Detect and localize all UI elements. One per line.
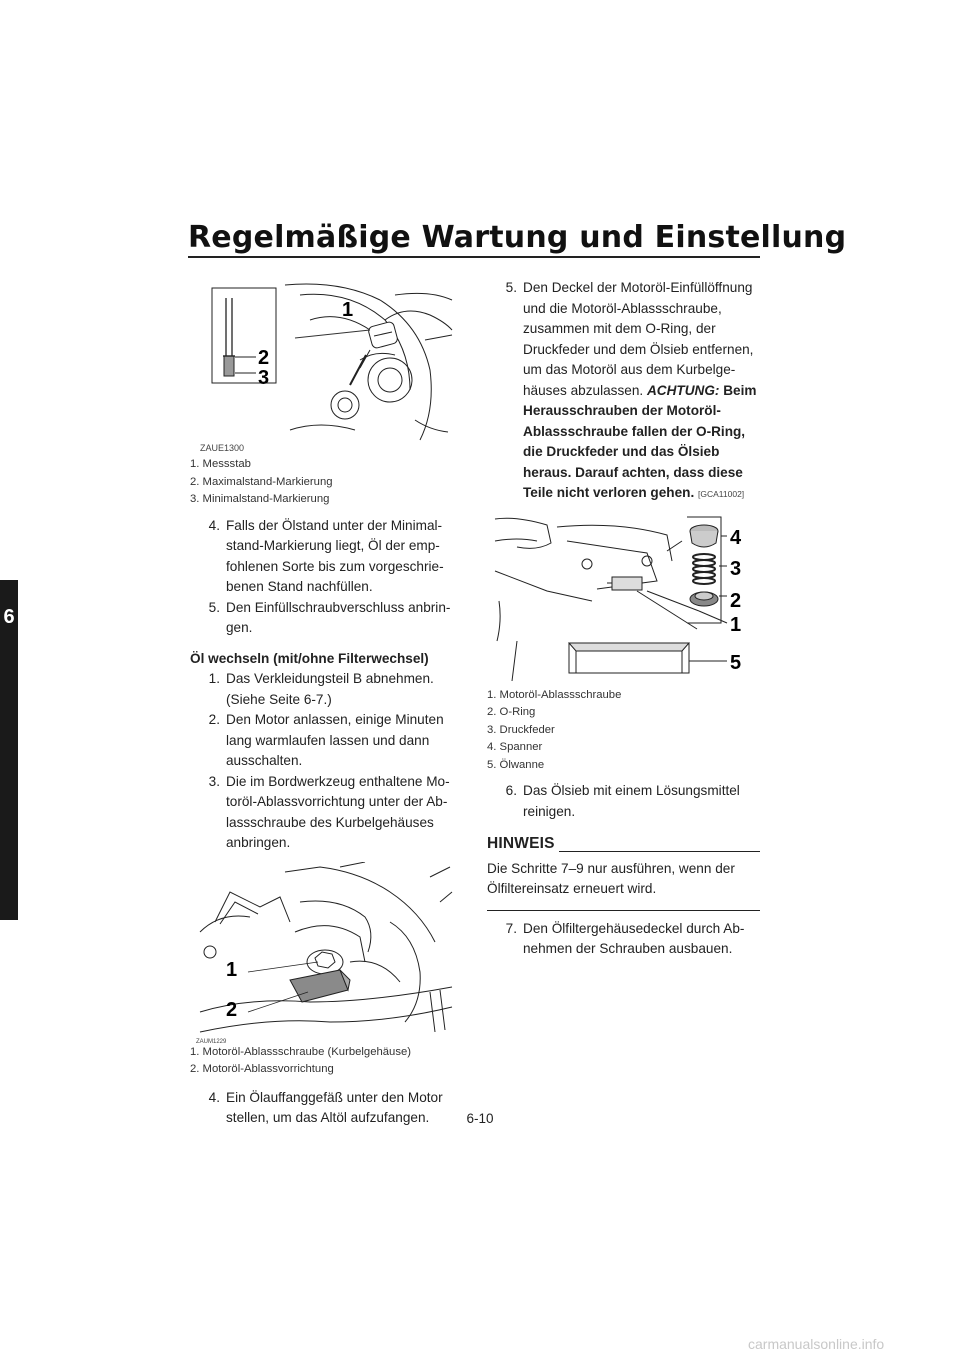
chapter-number: 6: [3, 606, 15, 628]
caption-item: 5. Ölwanne: [487, 758, 545, 771]
figure-code: ZAUM1229: [196, 1038, 227, 1045]
figure-caption: [190, 456, 455, 509]
section-heading: Öl wechseln (mit/ohne Filterwechsel): [190, 650, 429, 666]
caption-item: 1. Motoröl-Ablassschraube (Kurbelgehäuse): [190, 1045, 412, 1058]
step-item: 4. Ein Ölauffanggefäß unter den Motor stellen, um das Altöl aufzufangen.: [208, 1089, 443, 1125]
step-list: [190, 516, 455, 639]
step-item: 1. Das Verkleidungsteil B abnehmen. (Siehe Seite 6-7.): [208, 671, 434, 707]
page-title: Regelmäßige Wartung und Einstellung: [188, 220, 847, 255]
caption-item: 1. Motoröl-Ablassschraube: [487, 688, 622, 701]
chapter-tab: [0, 580, 18, 920]
caption-item: 3. Minimalstand-Markierung: [190, 493, 330, 505]
caption-item: 2. O-Ring: [487, 706, 536, 718]
hinweis-header: [487, 834, 760, 855]
right-column: [487, 278, 760, 960]
figure-drain-parts: [487, 511, 760, 687]
step-item: 3. Die im Bordwerkzeug enthaltene Motoröl-Ablassvorrichtung unter der Ablassschraube des Kurbelgehäuses anbringen.: [208, 773, 450, 850]
step-item: 5. Den Einfüllschraubverschluss anbringen.: [208, 599, 451, 635]
hinweis-label: HINWEIS: [487, 835, 555, 852]
left-column: [190, 280, 455, 1129]
callout-2: 2: [226, 998, 238, 1021]
callout-3: 3: [258, 367, 270, 389]
callout-4: 4: [730, 526, 742, 549]
step-item: 7. Den Ölfiltergehäusedeckel durch Abnehmen der Schrauben ausbauen.: [505, 920, 745, 956]
step-item: 6. Das Ölsieb mit einem Lösungsmittel reinigen.: [505, 783, 740, 819]
watermark: carmanualsonline.info: [748, 1336, 885, 1352]
title-divider: [188, 256, 760, 258]
callout-3: 3: [730, 557, 742, 580]
hinweis-text: Die Schritte 7–9 nur ausführen, wenn der Ölfiltereinsatz erneuert wird.: [487, 860, 735, 896]
hinweis-end-rule: [487, 910, 760, 911]
step-item: 4. Falls der Ölstand unter der Minimalstand-Markierung liegt, Öl der empfohlenen Sorte bis zum vorgeschriebenen Stand nachfüllen.: [208, 517, 444, 594]
caption-item: 2. Maximalstand-Markierung: [190, 475, 333, 488]
page-number: 6-10: [466, 1111, 494, 1126]
achtung-label: ACHTUNG:: [646, 382, 720, 398]
warning-text: Beim Herausschrauben der Motoröl-Ablassschraube fallen der O-Ring, die Druckfeder und das Ölsieb heraus. Darauf achten, dass diese Teile nicht verloren gehen.: [523, 382, 757, 500]
step-item: 2. Den Motor anlassen, einige Minuten lang warmlaufen lassen und dann ausschalten.: [208, 712, 444, 768]
callout-2: 2: [258, 347, 270, 369]
figure-caption: [487, 687, 760, 775]
drain-device-illustration: [190, 862, 455, 1044]
callout-1: 1: [342, 299, 354, 321]
step-list: [190, 669, 455, 854]
figure-caption: [190, 1044, 455, 1079]
figure-dipstick: [190, 280, 455, 453]
caption-item: 1. Messstab: [190, 458, 251, 470]
callout-1: 1: [730, 613, 742, 636]
callout-5: 5: [730, 651, 742, 674]
warning-code: [GCA11002]: [698, 489, 745, 499]
caption-item: 3. Druckfeder: [487, 723, 555, 736]
dipstick-illustration: [190, 280, 455, 442]
figure-drain-device: [190, 862, 455, 1044]
hinweis-rule: [559, 851, 760, 852]
figure-code: ZAUE1300: [200, 443, 245, 453]
step-item: 5. Den Deckel der Motoröl-Einfüllöffnung und die Motoröl-Ablassschraube, zusammen mit dem O-Ring, der Druckfeder und dem Ölsieb entfernen, um das Motoröl aus dem Kurbelgehäuses abzulassen. ACHTUNG: Beim Herausschrauben der Motoröl-Ablassschraube fallen der O-Ring, die Druckfeder und das Ölsieb heraus. Darauf achten, dass diese Teile nicht verloren gehen. [GCA11002]: [505, 280, 757, 500]
drain-parts-illustration: [487, 511, 760, 687]
caption-item: 2. Motoröl-Ablassvorrichtung: [190, 1063, 334, 1075]
callout-2: 2: [730, 589, 742, 612]
caption-item: 4. Spanner: [487, 741, 543, 753]
callout-1: 1: [226, 958, 238, 981]
